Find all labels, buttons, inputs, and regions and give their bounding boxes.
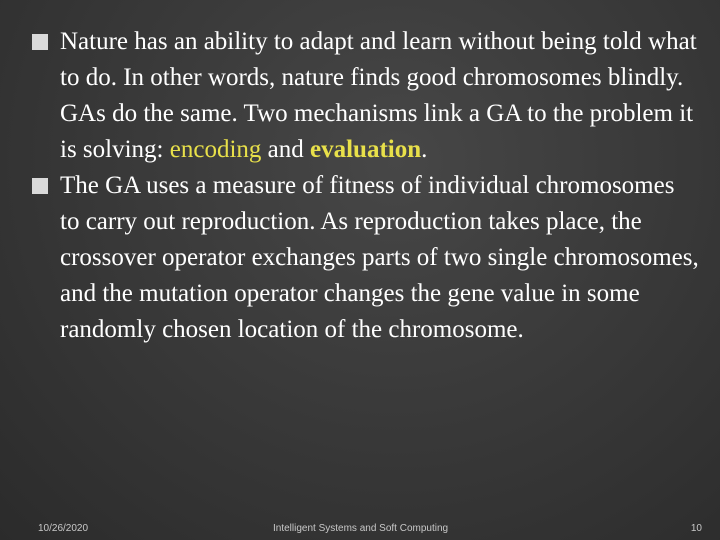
- slide-body: [30, 24, 700, 348]
- highlight-encoding: encoding: [169, 136, 262, 163]
- footer-date: 10/26/2020: [38, 523, 89, 534]
- footer-title: Intelligent Systems and Soft Computing: [273, 523, 449, 534]
- bullet-1-text-after: .: [421, 136, 428, 163]
- bullet-2-text: The GA uses a measure of fitness of individual chromosomes to carry out reproduction. As reproduction takes place, the crossover operator exchanges parts of two single chromosomes, and the mutation operator changes the gene value in some randomly chosen location of the chromosome.: [60, 172, 699, 343]
- bullet-1-text-before: Nature has an ability to adapt and learn without being told what to do. In other words, nature finds good chromosomes blindly. GAs do the same. Two mechanisms link a GA to the problem it is solving:: [60, 28, 697, 163]
- square-bullet-icon: [32, 34, 48, 50]
- bullet-1-text-mid: and: [261, 136, 310, 163]
- square-bullet-icon: [32, 178, 48, 194]
- footer-page-number: 10: [690, 523, 702, 534]
- bullet-item-2: [30, 168, 700, 348]
- highlight-evaluation: evaluation: [310, 136, 422, 163]
- bullet-item-1: [30, 24, 700, 168]
